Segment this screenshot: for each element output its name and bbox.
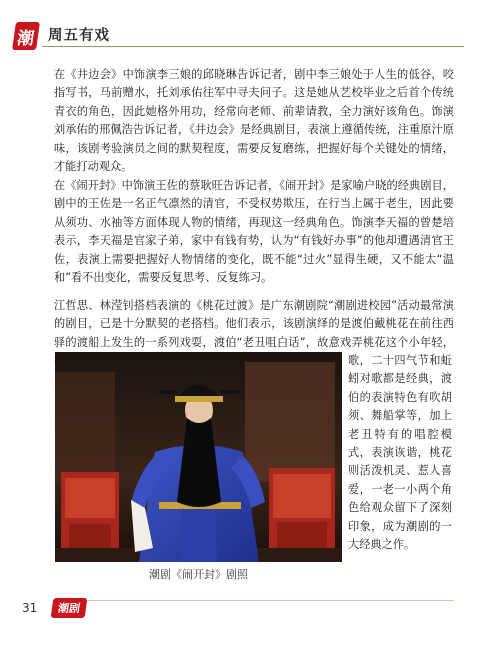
paragraph-2: 在《闹开封》中饰演王佐的蔡耿旺告诉记者，《闹开封》是家喻户晓的经典剧目，剧中的王佐是一名正气凛然的清官，不受权势欺压，在行当上属于老生，因此要从须功、水袖等方面体现人物的情绪，再现这一经典角色。饰演李天福的曾楚培表示，李天福是官家子弟，家中有钱有势，认为“有钱好办事”的他却遭遇清官王佐，表演上需要把握好人物情绪的变化，既不能“过火”显得生硬，又不能太“温和”看不出变化，需要反复思考、反复练习。	[54, 179, 454, 285]
footer-logo-icon: 潮剧	[51, 598, 88, 618]
side-column-text: 歌，二十四气节和蚯蚓对歌都是经典，渡伯的表演特色有吹胡须、舞船掌等，加上老丑特有的唱腔模式，表演诙谐，桃花则活泼机灵、惹人喜爱，一老一小两个角色给观众留下了深刻印象，成为潮剧的一大经典之作。	[348, 354, 452, 552]
page-header	[0, 0, 497, 60]
header-divider	[42, 46, 464, 47]
page-number: 31	[22, 601, 38, 615]
paragraph-1: 在《井边会》中饰演李三娘的邱晓琳告诉记者，剧中李三娘处于人生的低谷，咬指写书，马前赠水，托刘承佑往军中寻夫问子。这是她从艺校毕业之后首个传统青衣的角色，因此她格外用功，经常向老师、前辈请教，全力演好该角色。饰演刘承佑的邢佩浩告诉记者，《井边会》是经典剧目，表演上遵循传统，注重原汁原味，该剧考验演员之间的默契程度，需要反复磨练，把握好每个关键处的情绪，才能打动观众。	[54, 68, 454, 174]
chaoju-logo-icon: 潮	[12, 22, 40, 50]
column-title: 周五有戏	[48, 28, 110, 44]
paragraph-3: 江哲思、林滢钊搭档表演的《桃花过渡》是广东潮剧院“潮剧进校园”活动最常演的剧目，已是十分默契的老搭档。他们表示，该剧演绎的是渡伯戴桃花在前往西驿的渡船上发生的一系列戏耍，渡伯“老丑咀白话”，故意戏弄桃花这个小年轻，	[54, 299, 454, 349]
opera-performer-illustration-icon	[55, 352, 342, 562]
stage-photo	[55, 352, 342, 562]
footer-divider	[54, 600, 454, 601]
photo-caption: 潮剧《闹开封》剧照	[149, 568, 248, 581]
